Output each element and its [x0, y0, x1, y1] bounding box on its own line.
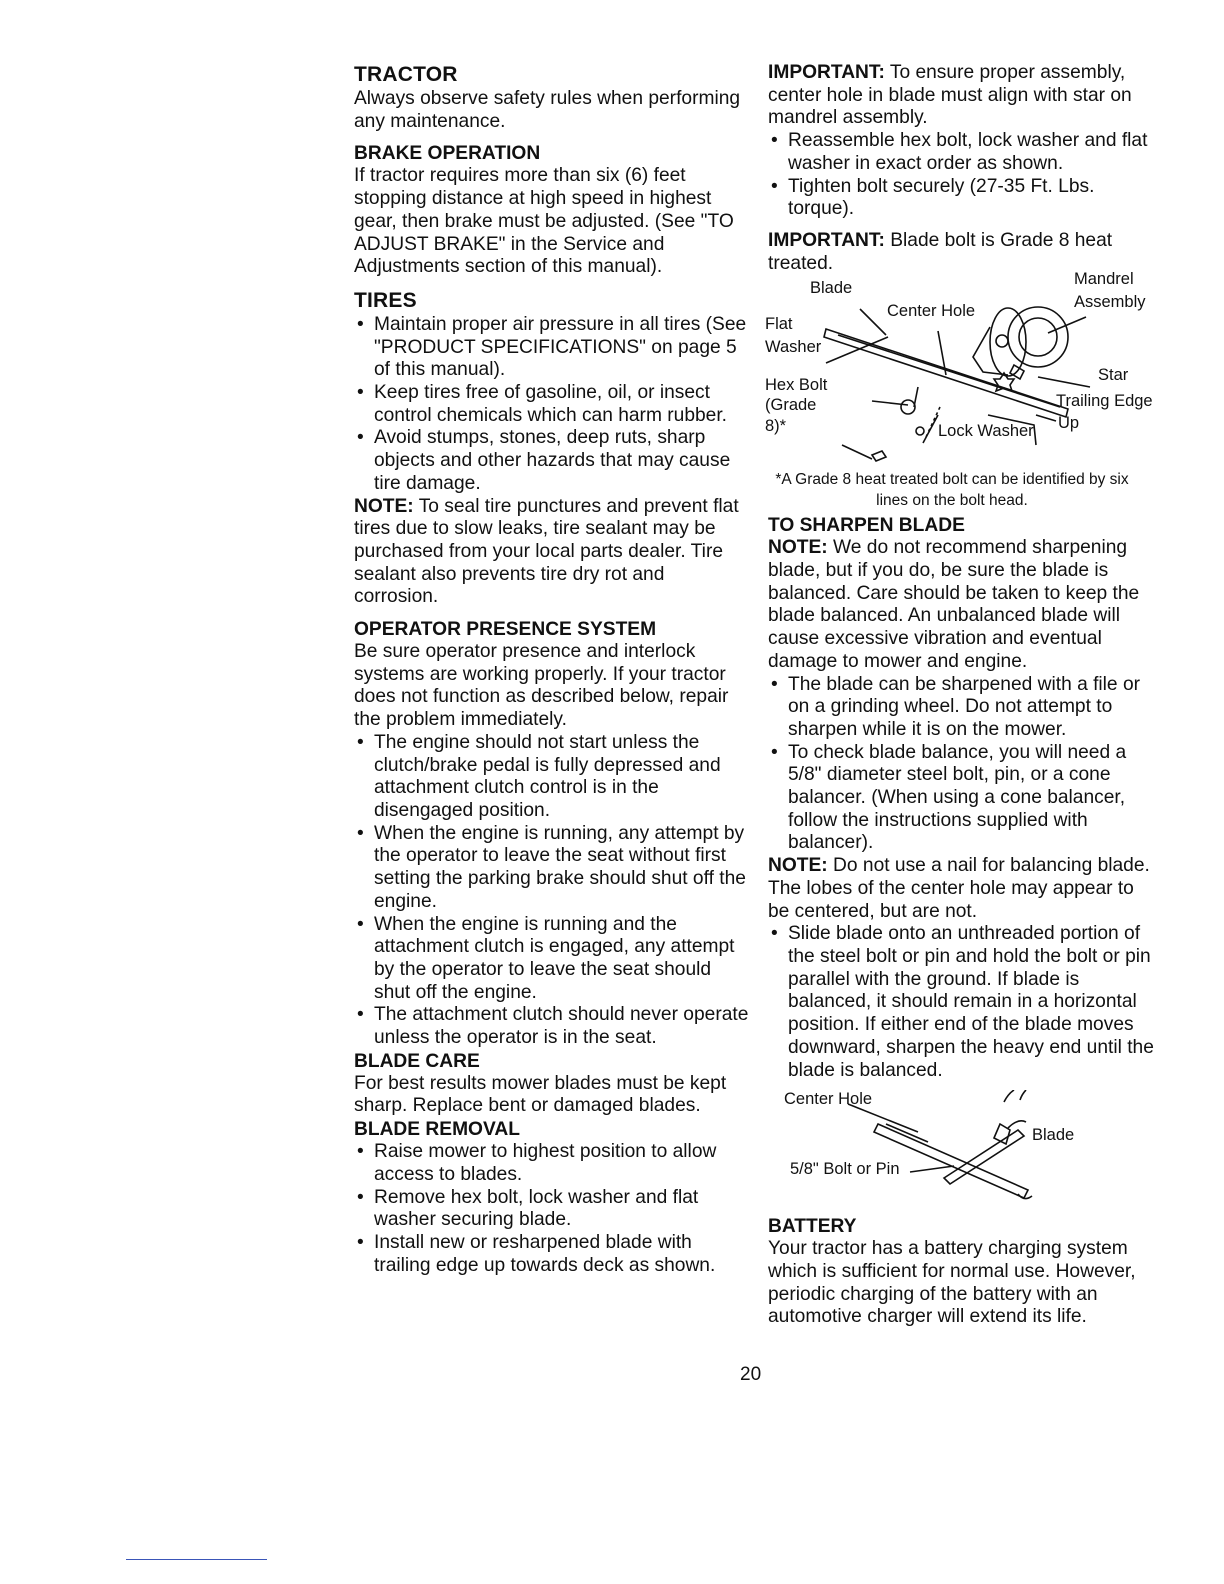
- brake-operation-text: If tractor requires more than six (6) feet stopping distance at high speed in highest gear, then brake must be adjusted. (See "TO ADJUST BRAKE" in the Service and Adjustments section of this manual).: [354, 165, 734, 278]
- label-assembly: Assembly: [1074, 293, 1146, 312]
- tires-heading: TIRES: [354, 288, 417, 312]
- tires-list: [354, 314, 749, 496]
- left-column: [354, 62, 749, 1277]
- label-center-hole: Center Hole: [887, 302, 976, 321]
- list-item: • Raise mower to highest position to allow access to blades.: [354, 1141, 749, 1186]
- blade-care-heading: BLADE CARE: [354, 1050, 480, 1072]
- battery-text: Your tractor has a battery charging system which is sufficient for normal use. However, periodic charging of the battery with an automotive charger will extend its life.: [768, 1238, 1136, 1328]
- footer-rule: [126, 1559, 267, 1560]
- important-label: IMPORTANT:: [768, 62, 885, 83]
- blade-balance-figure: [768, 1090, 1164, 1208]
- label-star: Star: [1098, 366, 1129, 385]
- list-item: • When the engine is running and the attachment clutch is engaged, any attempt by the operator to leave the seat should shut off the engine.: [354, 914, 749, 1005]
- label-eight: 8)*: [765, 417, 787, 436]
- right-column: [765, 62, 1160, 1329]
- label-up: Up: [1058, 414, 1080, 433]
- operator-presence-heading: OPERATOR PRESENCE SYSTEM: [354, 619, 657, 641]
- label-bolt-or-pin: 5/8" Bolt or Pin: [790, 1160, 900, 1179]
- sharpen-list: [768, 674, 1160, 856]
- balancing-note: [768, 855, 1160, 923]
- blade-assembly-figure: [765, 270, 1164, 469]
- important-grade: [768, 230, 1160, 275]
- label-washer: Washer: [765, 338, 822, 357]
- important-alignment: [768, 62, 1160, 130]
- sharpen-blade-heading: TO SHARPEN BLADE: [768, 515, 965, 537]
- label-blade: Blade: [810, 279, 853, 298]
- list-item: • When the engine is running, any attempt by the operator to leave the seat without first setting the parking brake should shut off the engine.: [354, 823, 749, 914]
- figure-caption: *A Grade 8 heat treated bolt can be identified by six lines on the bolt head.: [775, 471, 1129, 510]
- list-item: • Slide blade onto an unthreaded portion of the steel bolt or pin and hold the bolt or pin parallel with the ground. If blade is balanced, it should remain in a horizontal position. If either end of the blade moves downward, sharpen the heavy end until the blade is balanced.: [768, 923, 1160, 1082]
- important-text: To ensure proper assembly, center hole in blade must align with star on mandrel assembly.: [768, 62, 1132, 129]
- note-text: Do not use a nail for balancing blade. The lobes of the center hole may appear to be centered, but are not.: [768, 855, 1150, 922]
- list-item: • The attachment clutch should never operate unless the operator is in the seat.: [354, 1004, 749, 1049]
- label-grade: (Grade: [765, 396, 817, 415]
- note-text: To seal tire punctures and prevent flat tires due to slow leaks, tire sealant may be purchased from your local parts dealer. Tire sealant also prevents tire dry rot and corrosion.: [354, 495, 739, 608]
- label-hex-bolt: Hex Bolt: [765, 376, 828, 395]
- note-label: NOTE:: [354, 495, 414, 517]
- list-item: • The engine should not start unless the clutch/brake pedal is fully depressed and attachment clutch control is in the disengaged position.: [354, 732, 749, 823]
- balance-list: [768, 923, 1160, 1082]
- page-number: 20: [740, 1364, 762, 1385]
- note-text: We do not recommend sharpening blade, but if you do, be sure the blade is balanced. Care should be taken to keep the blade balanced. An unbalanced blade will cause excessive vibration and eventual damage to mower and engine.: [768, 537, 1140, 672]
- operator-presence-text: Be sure operator presence and interlock systems are working properly. If your tractor does not function as described below, repair the problem immediately.: [354, 641, 729, 731]
- blade-care-text: For best results mower blades must be kept sharp. Replace bent or damaged blades.: [354, 1072, 727, 1117]
- note-label: NOTE:: [768, 855, 828, 877]
- list-item: • Install new or resharpened blade with trailing edge up towards deck as shown.: [354, 1232, 749, 1277]
- label-blade: Blade: [1032, 1126, 1075, 1145]
- list-item: • Maintain proper air pressure in all tires (See "PRODUCT SPECIFICATIONS" on page 5 of this manual).: [354, 314, 749, 382]
- label-mandrel: Mandrel: [1074, 270, 1134, 289]
- list-item: • To check blade balance, you will need a 5/8" diameter steel bolt, pin, or a cone balancer. (When using a cone balancer, follow the instructions supplied with balancer).: [768, 742, 1160, 856]
- label-trailing-edge: Trailing Edge: [1056, 392, 1153, 411]
- tires-note: [354, 496, 749, 610]
- label-lock-washer: Lock Washer: [938, 422, 1034, 441]
- list-item: • The blade can be sharpened with a file or on a grinding wheel. Do not attempt to sharpen while it is on the mower.: [768, 674, 1160, 742]
- list-item: • Remove hex bolt, lock washer and flat washer securing blade.: [354, 1187, 749, 1232]
- operator-presence-list: [354, 732, 749, 1050]
- list-item: • Reassemble hex bolt, lock washer and flat washer in exact order as shown.: [768, 130, 1160, 175]
- sharpen-note: [768, 537, 1160, 673]
- label-flat: Flat: [765, 315, 793, 334]
- blade-removal-list: [354, 1141, 749, 1277]
- list-item: • Tighten bolt securely (27-35 Ft. Lbs. torque).: [768, 176, 1160, 221]
- note-label: NOTE:: [768, 537, 828, 559]
- list-item: • Keep tires free of gasoline, oil, or insect control chemicals which can harm rubber.: [354, 382, 749, 427]
- brake-operation-heading: BRAKE OPERATION: [354, 143, 541, 165]
- blade-removal-heading: BLADE REMOVAL: [354, 1119, 520, 1141]
- label-center-hole: Center Hole: [784, 1090, 873, 1109]
- tractor-heading: TRACTOR: [354, 63, 458, 86]
- assembly-list: [768, 130, 1160, 221]
- important-text: Blade bolt is Grade 8 heat treated.: [768, 229, 1113, 274]
- important-label: IMPORTANT:: [768, 229, 885, 251]
- list-item: • Avoid stumps, stones, deep ruts, sharp objects and other hazards that may cause tire damage.: [354, 427, 749, 495]
- tractor-text: Always observe safety rules when performing any maintenance.: [354, 88, 741, 132]
- battery-heading: BATTERY: [768, 1216, 857, 1238]
